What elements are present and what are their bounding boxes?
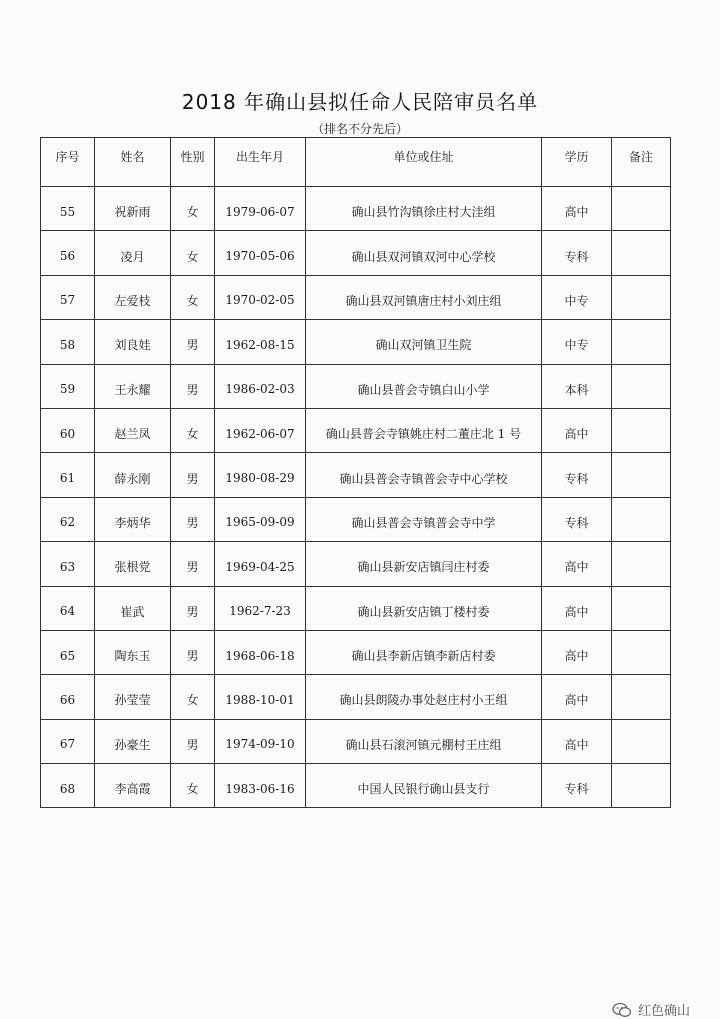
cell-gender: 男 bbox=[171, 719, 215, 763]
cell-gender: 男 bbox=[171, 364, 215, 408]
table-row bbox=[41, 497, 671, 541]
header-unit: 单位或住址 bbox=[306, 138, 542, 187]
cell-education: 高中 bbox=[542, 719, 612, 763]
wechat-icon bbox=[612, 1002, 632, 1018]
cell-note bbox=[612, 630, 671, 674]
cell-name: 赵兰凤 bbox=[95, 408, 171, 452]
cell-note bbox=[612, 764, 671, 808]
cell-education: 本科 bbox=[542, 364, 612, 408]
cell-unit: 确山县双河镇双河中心学校 bbox=[306, 231, 542, 275]
table-row bbox=[41, 542, 671, 586]
cell-note bbox=[612, 364, 671, 408]
cell-no: 68 bbox=[41, 764, 95, 808]
table-row bbox=[41, 719, 671, 763]
cell-name: 李炳华 bbox=[95, 497, 171, 541]
cell-name: 孙豪生 bbox=[95, 719, 171, 763]
cell-birth: 1969-04-25 bbox=[215, 542, 306, 586]
document-title: 2018 年确山县拟任命人民陪审员名单 bbox=[181, 90, 539, 114]
cell-no: 56 bbox=[41, 231, 95, 275]
cell-unit: 确山县双河镇唐庄村小刘庄组 bbox=[306, 275, 542, 319]
cell-birth: 1983-06-16 bbox=[215, 764, 306, 808]
cell-unit: 确山县新安店镇丁楼村委 bbox=[306, 586, 542, 630]
cell-education: 中专 bbox=[542, 275, 612, 319]
cell-name: 王永耀 bbox=[95, 364, 171, 408]
cell-gender: 男 bbox=[171, 586, 215, 630]
header-name: 姓名 bbox=[95, 138, 171, 187]
cell-education: 专科 bbox=[542, 764, 612, 808]
cell-note bbox=[612, 320, 671, 364]
watermark-text: 红色确山 bbox=[637, 1004, 690, 1019]
header-birth: 出生年月 bbox=[215, 138, 306, 187]
cell-note bbox=[612, 453, 671, 497]
table-row bbox=[41, 408, 671, 452]
document-subtitle: （排名不分先后） bbox=[311, 122, 408, 136]
cell-education: 高中 bbox=[542, 408, 612, 452]
cell-gender: 女 bbox=[171, 187, 215, 231]
cell-birth: 1962-08-15 bbox=[215, 320, 306, 364]
cell-note bbox=[612, 408, 671, 452]
cell-education: 专科 bbox=[542, 231, 612, 275]
cell-unit: 确山双河镇卫生院 bbox=[306, 320, 542, 364]
cell-education: 专科 bbox=[542, 497, 612, 541]
cell-birth: 1970-05-06 bbox=[215, 231, 306, 275]
cell-name: 刘良娃 bbox=[95, 320, 171, 364]
cell-unit: 确山县李新店镇李新店村委 bbox=[306, 630, 542, 674]
cell-no: 64 bbox=[41, 586, 95, 630]
cell-note bbox=[612, 586, 671, 630]
cell-unit: 确山县朗陵办事处赵庄村小王组 bbox=[306, 675, 542, 719]
table-row bbox=[41, 453, 671, 497]
cell-birth: 1970-02-05 bbox=[215, 275, 306, 319]
cell-no: 59 bbox=[41, 364, 95, 408]
cell-no: 63 bbox=[41, 542, 95, 586]
cell-note bbox=[612, 275, 671, 319]
cell-birth: 1980-08-29 bbox=[215, 453, 306, 497]
cell-note bbox=[612, 497, 671, 541]
cell-no: 61 bbox=[41, 453, 95, 497]
cell-education: 高中 bbox=[542, 187, 612, 231]
cell-name: 薛永刚 bbox=[95, 453, 171, 497]
cell-no: 66 bbox=[41, 675, 95, 719]
cell-education: 专科 bbox=[542, 453, 612, 497]
cell-no: 60 bbox=[41, 408, 95, 452]
header-education: 学历 bbox=[542, 138, 612, 187]
cell-education: 中专 bbox=[542, 320, 612, 364]
cell-name: 孙莹莹 bbox=[95, 675, 171, 719]
cell-gender: 女 bbox=[171, 675, 215, 719]
cell-name: 左爱枝 bbox=[95, 275, 171, 319]
cell-name: 凌月 bbox=[95, 231, 171, 275]
cell-no: 67 bbox=[41, 719, 95, 763]
cell-education: 高中 bbox=[542, 542, 612, 586]
cell-gender: 女 bbox=[171, 275, 215, 319]
cell-name: 崔武 bbox=[95, 586, 171, 630]
cell-education: 高中 bbox=[542, 586, 612, 630]
cell-note bbox=[612, 675, 671, 719]
cell-unit: 确山县竹沟镇徐庄村大洼组 bbox=[306, 187, 542, 231]
table-row bbox=[41, 320, 671, 364]
cell-unit: 确山县普会寺镇白山小学 bbox=[306, 364, 542, 408]
table-row bbox=[41, 231, 671, 275]
table-row bbox=[41, 630, 671, 674]
header-no: 序号 bbox=[41, 138, 95, 187]
cell-no: 57 bbox=[41, 275, 95, 319]
table-row bbox=[41, 364, 671, 408]
cell-birth: 1986-02-03 bbox=[215, 364, 306, 408]
cell-unit: 确山县普会寺镇普会寺中心学校 bbox=[306, 453, 542, 497]
cell-gender: 女 bbox=[171, 231, 215, 275]
cell-unit: 确山县普会寺镇普会寺中学 bbox=[306, 497, 542, 541]
cell-no: 58 bbox=[41, 320, 95, 364]
cell-no: 55 bbox=[41, 187, 95, 231]
cell-birth: 1988-10-01 bbox=[215, 675, 306, 719]
table-header-row bbox=[41, 138, 671, 187]
cell-note bbox=[612, 187, 671, 231]
juror-table bbox=[40, 137, 671, 808]
cell-unit: 中国人民银行确山县支行 bbox=[306, 764, 542, 808]
table-body bbox=[41, 187, 671, 808]
cell-no: 62 bbox=[41, 497, 95, 541]
cell-gender: 女 bbox=[171, 408, 215, 452]
header-note: 备注 bbox=[612, 138, 671, 187]
cell-unit: 确山县普会寺镇姚庄村二董庄北 1 号 bbox=[306, 408, 542, 452]
cell-unit: 确山县石滚河镇元棚村王庄组 bbox=[306, 719, 542, 763]
cell-gender: 男 bbox=[171, 497, 215, 541]
cell-gender: 女 bbox=[171, 764, 215, 808]
table-row bbox=[41, 187, 671, 231]
table-row bbox=[41, 675, 671, 719]
cell-birth: 1968-06-18 bbox=[215, 630, 306, 674]
cell-education: 高中 bbox=[542, 675, 612, 719]
cell-birth: 1962-7-23 bbox=[215, 586, 306, 630]
cell-note bbox=[612, 719, 671, 763]
cell-note bbox=[612, 231, 671, 275]
watermark bbox=[612, 1000, 690, 1019]
cell-name: 张根党 bbox=[95, 542, 171, 586]
cell-education: 高中 bbox=[542, 630, 612, 674]
cell-unit: 确山县新安店镇闫庄村委 bbox=[306, 542, 542, 586]
cell-birth: 1979-06-07 bbox=[215, 187, 306, 231]
cell-birth: 1965-09-09 bbox=[215, 497, 306, 541]
cell-gender: 男 bbox=[171, 453, 215, 497]
cell-no: 65 bbox=[41, 630, 95, 674]
cell-birth: 1962-06-07 bbox=[215, 408, 306, 452]
header-gender: 性别 bbox=[171, 138, 215, 187]
cell-name: 李高霞 bbox=[95, 764, 171, 808]
cell-birth: 1974-09-10 bbox=[215, 719, 306, 763]
table-row bbox=[41, 586, 671, 630]
cell-gender: 男 bbox=[171, 542, 215, 586]
cell-name: 祝新雨 bbox=[95, 187, 171, 231]
table-row bbox=[41, 275, 671, 319]
cell-name: 陶东玉 bbox=[95, 630, 171, 674]
cell-gender: 男 bbox=[171, 630, 215, 674]
table-row bbox=[41, 764, 671, 808]
cell-note bbox=[612, 542, 671, 586]
cell-gender: 男 bbox=[171, 320, 215, 364]
